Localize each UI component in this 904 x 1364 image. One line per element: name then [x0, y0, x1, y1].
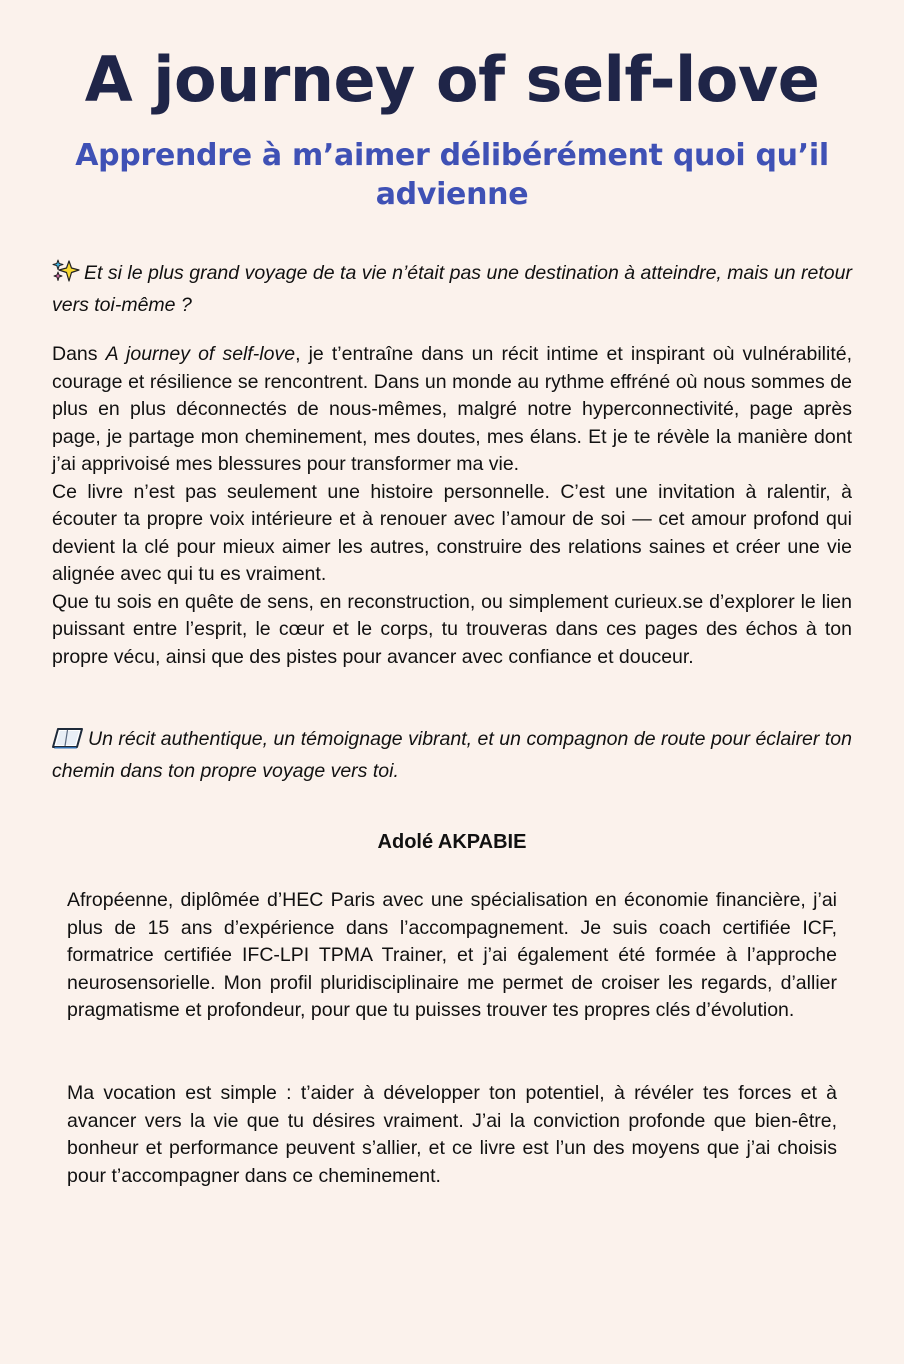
description-paragraph-2: Ce livre n’est pas seulement une histoire personnelle. C’est une invitation à ralentir, à écouter ta propre voix intérieure et à renouer avec l’amour de soi — cet amour profond qui devient la clé pour mieux aimer les autres, construire des relations saines et créer une vie alignée avec qui tu es vraiment.	[52, 480, 852, 585]
bio-text-2: Ma vocation est simple : t’aider à développer ton potentiel, à révéler tes forces et à avancer vers la vie que tu désires vraiment. J’ai la conviction profonde que bien-être, bonheur et performance peuvent s’allier, et ce livre est l’un des moyens que j’ai choisis pour t’accompagner dans ce cheminement.	[67, 1082, 837, 1187]
open-book-icon	[52, 727, 84, 758]
bio-text-1: Afropéenne, diplômée d’HEC Paris avec une spécialisation en économie financière, j’ai plus de 15 ans d’expérience dans l’accompagnement. Je suis coach certifiée ICF, formatrice certifiée IFC-LPI TPMA Trainer, et j’ai également été formée à l’approche neurosensorielle. Mon profil pluridisciplinaire me permet de croiser les regards, d’allier pragmatisme et profondeur, pour que tu puisses trouver tes propres clés d’évolution.	[67, 889, 837, 1021]
intro-question	[52, 259, 852, 319]
description-paragraph-1	[52, 341, 852, 479]
author-bio-paragraph-2	[67, 1080, 837, 1190]
p1-prefix: Dans	[52, 343, 106, 365]
book-title-reference: A journey of self-love	[105, 343, 296, 365]
author-bio-paragraph-1	[67, 887, 837, 1025]
closing-statement	[52, 726, 852, 785]
closing-text: Un récit authentique, un témoignage vibrant, et un compagnon de route pour éclairer ton chemin dans ton propre voyage vers toi.	[52, 728, 852, 782]
book-subtitle: Apprendre à m’aimer délibérément quoi qu’il advienne	[75, 138, 829, 212]
author-name: Adolé AKPABIE	[377, 831, 527, 853]
description-paragraph-3: Que tu sois en quête de sens, en reconstruction, ou simplement curieux.se d’explorer le lien puissant entre l’esprit, le cœur et le corps, tu trouveras dans ces pages des échos à ton propre vécu, ainsi que des pistes pour avancer avec confiance et douceur.	[52, 590, 852, 668]
book-description	[52, 341, 852, 671]
p1-rest: , je t’entraîne dans un récit intime et inspirant où vulnérabilité, courage et résilience se rencontrent. Dans un monde au rythme effréné où nous sommes de plus en plus déconnectés de nous-mêmes, malgré notre hyperconnectivité, page après page, je partage mon cheminement, mes doutes, mes élans. Et je te révèle la manière dont j’ai apprivoisé mes blessures pour transformer ma vie.	[52, 343, 852, 475]
sparkles-icon	[52, 259, 80, 292]
intro-text: Et si le plus grand voyage de ta vie n’était pas une destination à atteindre, mais un retour vers toi-même ?	[52, 262, 852, 316]
book-title: A journey of self-love	[84, 43, 820, 116]
